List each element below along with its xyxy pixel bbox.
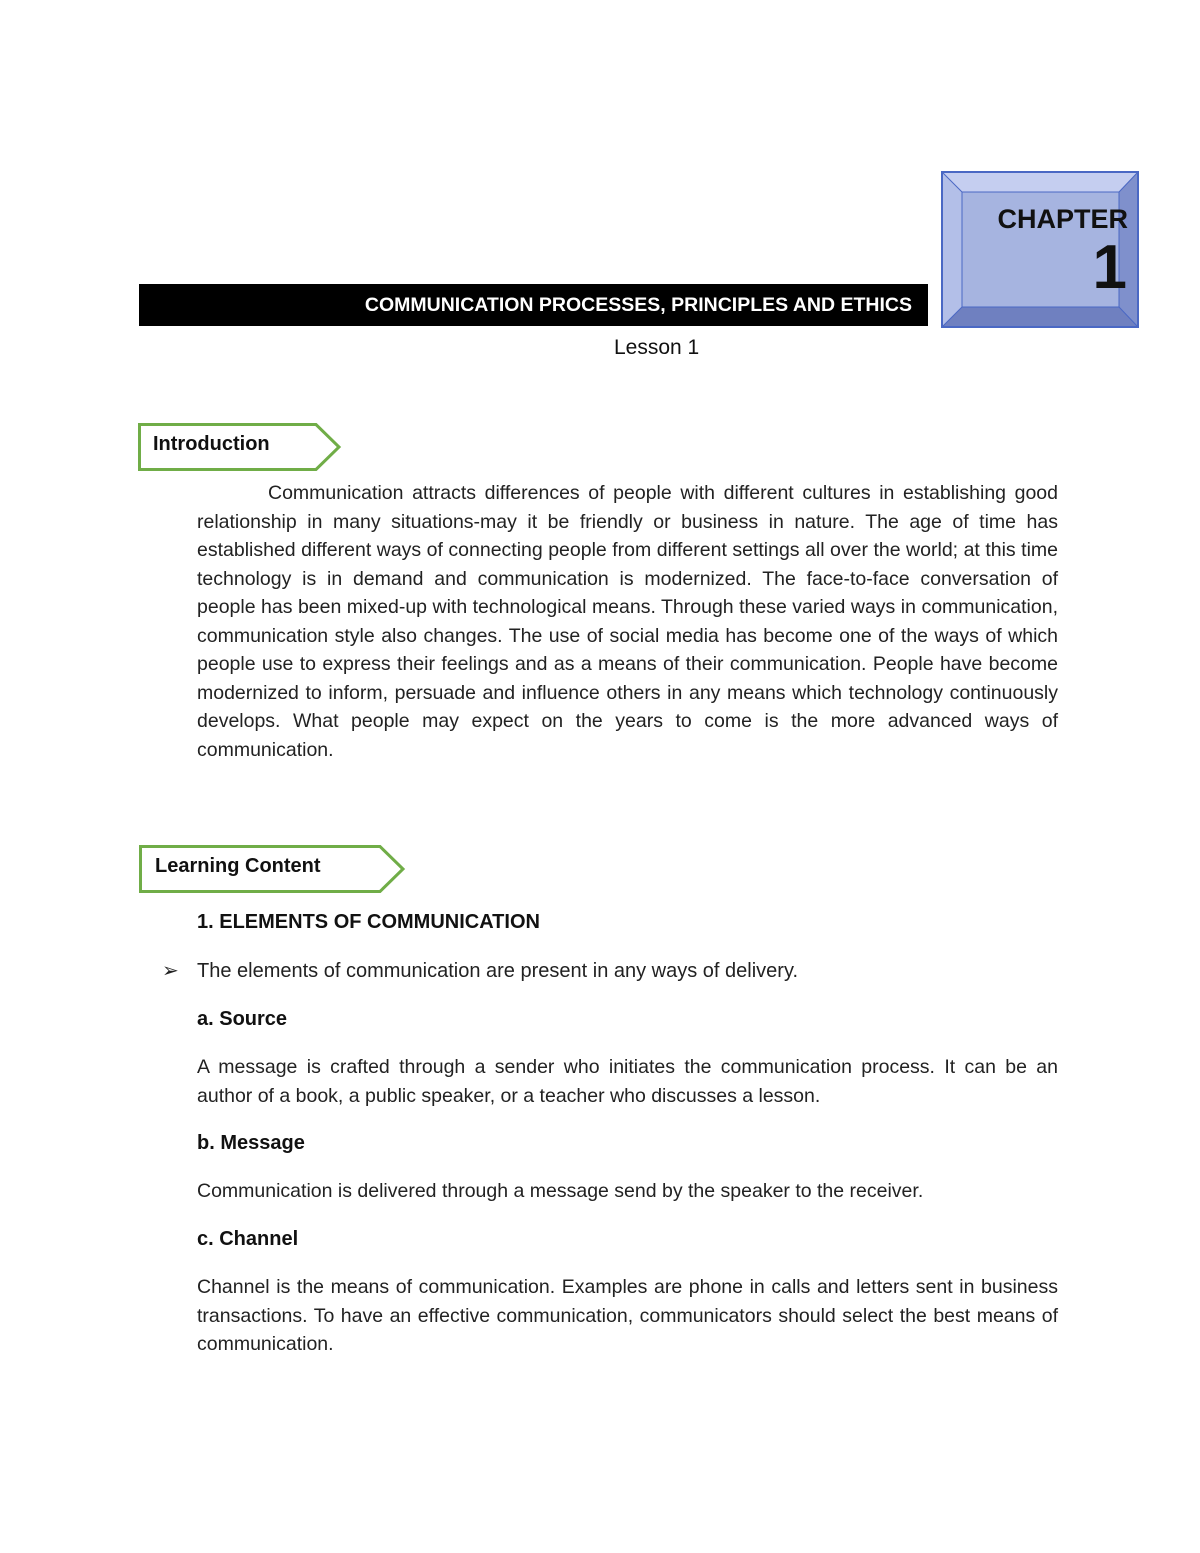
introduction-label-text: Introduction	[153, 433, 270, 455]
source-heading: a. Source	[197, 1008, 288, 1030]
chapter-badge	[941, 171, 1139, 328]
chapter-label: CHAPTER	[997, 204, 1128, 234]
section-heading: 1. ELEMENTS OF COMMUNICATION	[197, 911, 540, 933]
channel-heading: c. Channel	[197, 1228, 299, 1250]
bullet-text: The elements of communication are present in any ways of delivery.	[197, 960, 799, 982]
message-heading: b. Message	[197, 1132, 305, 1154]
bullet-item	[162, 958, 798, 983]
introduction-label	[138, 423, 342, 471]
learning-content-label	[139, 845, 406, 893]
arrow-bullet-icon: ➢	[162, 960, 179, 982]
chapter-number: 1	[1092, 233, 1127, 302]
title-banner	[139, 284, 928, 326]
source-paragraph: A message is crafted through a sender who initiates the communication process. It can be an author of a book, a public speaker, or a teacher who discusses a lesson.	[197, 1056, 1058, 1107]
page-title: COMMUNICATION PROCESSES, PRINCIPLES AND ETHICS	[364, 294, 912, 316]
channel-paragraph: Channel is the means of communication. Examples are phone in calls and letters sent in business transactions. To have an effective communication, communicators should select the best means of communication.	[197, 1276, 1058, 1355]
learning-content-label-text: Learning Content	[155, 855, 321, 877]
lesson-label: Lesson 1	[614, 336, 700, 359]
introduction-paragraph: Communication attracts differences of people with different cultures in establishing good relationship in many situations-may it be friendly or business in nature. The age of time has established different ways of connecting people from different settings all over the world; at this time technology is in demand and communication is modernized. The face-to-face conversation of people has been mixed-up with technological means. Through these varied ways in communication, communication style also changes. The use of social media has become one of the ways of which people use to express their feelings and as a means of their communication. People have become modernized to inform, persuade and influence others in any means which technology continuously develops. What people may expect on the years to come is the more advanced ways of communication.	[197, 482, 1058, 761]
message-paragraph: Communication is delivered through a message send by the speaker to the receiver.	[197, 1180, 924, 1202]
